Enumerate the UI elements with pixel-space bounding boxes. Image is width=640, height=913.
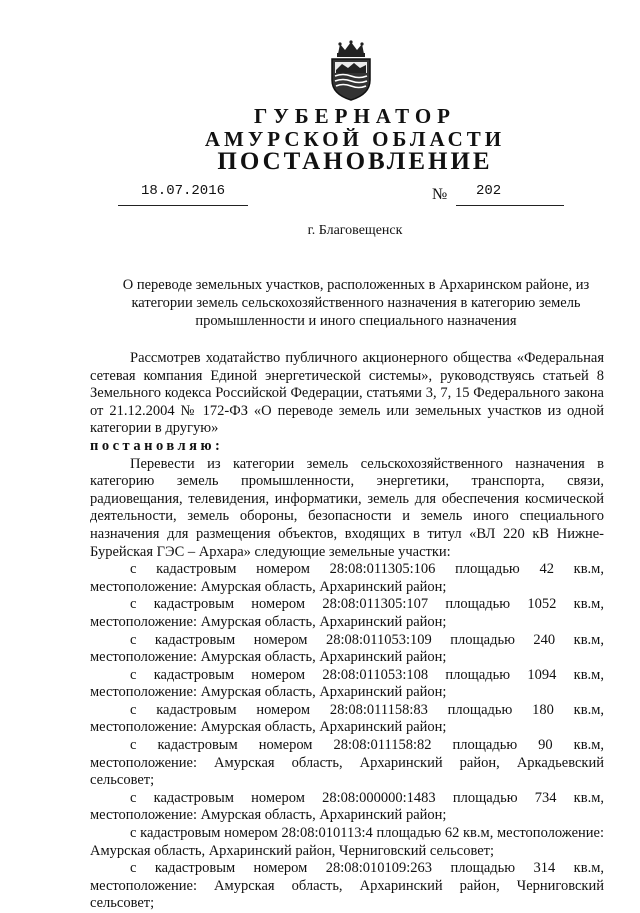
document-body [90,350,604,913]
document-number: 202 [476,183,502,199]
coat-of-arms-icon [326,40,376,102]
parcel-item: с кадастровым номером 28:08:010109:263 площадью 314 кв.м, местоположение: Амурская область, Архаринский район, Черниговский сельсовет; [90,860,604,912]
number-underline [456,205,564,206]
document-type: ПОСТАНОВЛЕНИЕ [217,148,493,175]
issuer-region: АМУРСКОЙ ОБЛАСТИ [204,127,506,151]
date-underline [118,205,248,206]
parcel-item: с кадастровым номером 28:08:011158:83 площадью 180 кв.м, местоположение: Амурская область, Архаринский район; [90,701,604,736]
parcel-item: с кадастровым номером 28:08:011053:109 площадью 240 кв.м, местоположение: Амурская область, Архаринский район; [90,631,604,666]
parcel-item: с кадастровым номером 28:08:011158:82 площадью 90 кв.м, местоположение: Амурская область, Архаринский район, Аркадьевский сельсовет; [90,737,604,789]
decree-word: постановляю: [90,437,224,454]
issuer-title: ГУБЕРНАТОР [253,104,457,128]
decree-paragraph: Перевести из категории земель сельскохозяйственного назначения в категорию земель промышленности, энергетики, транспорта, связи, радиовещания, телевидения, информатики, земель для обеспечения космической деятельности, земель обороны, безопасности и земель иного специального назначения для размещения объектов, входящих в титул «ВЛ 220 кВ Нижне-Бурейская ГЭС – Архара» следующие земельные участки: [90,455,604,560]
preamble-paragraph: Рассмотрев ходатайство публичного акционерного общества «Федеральная сетевая компания Единой энергетической системы», руководствуясь статьей 8 Земельного кодекса Российской Федерации, статьями 3, 7, 15 Федерального закона от 21.12.2004 № 172-ФЗ «О переводе земель или земельных участков из одной категории в другую» [90,350,604,437]
document-subject: О переводе земельных участков, расположенных в Архаринском районе, из категории земель сельскохозяйственного назначения в категорию земель промышленности и иного специального назначения [122,277,590,329]
parcel-item: с кадастровым номером 28:08:010113:4 площадью 62 кв.м, местоположение: Амурская область, Архаринский район, Черниговский сельсовет; [90,825,604,859]
city: г. Благовещенск [307,223,403,238]
document-date: 18.07.2016 [140,183,225,199]
parcel-item: с кадастровым номером 28:08:011053:108 площадью 1094 кв.м, местоположение: Амурская область, Архаринский район; [90,666,604,701]
number-sign: № [432,186,448,203]
parcel-item: с кадастровым номером 28:08:011305:106 площадью 42 кв.м, местоположение: Амурская область, Архаринский район; [90,561,604,595]
parcel-item: с кадастровым номером 28:08:011305:107 площадью 1052 кв.м, местоположение: Амурская область, Архаринский район; [90,596,604,630]
parcel-item: с кадастровым номером 28:08:000000:1483 площадью 734 кв.м, местоположение: Амурская область, Архаринский район; [90,789,604,824]
